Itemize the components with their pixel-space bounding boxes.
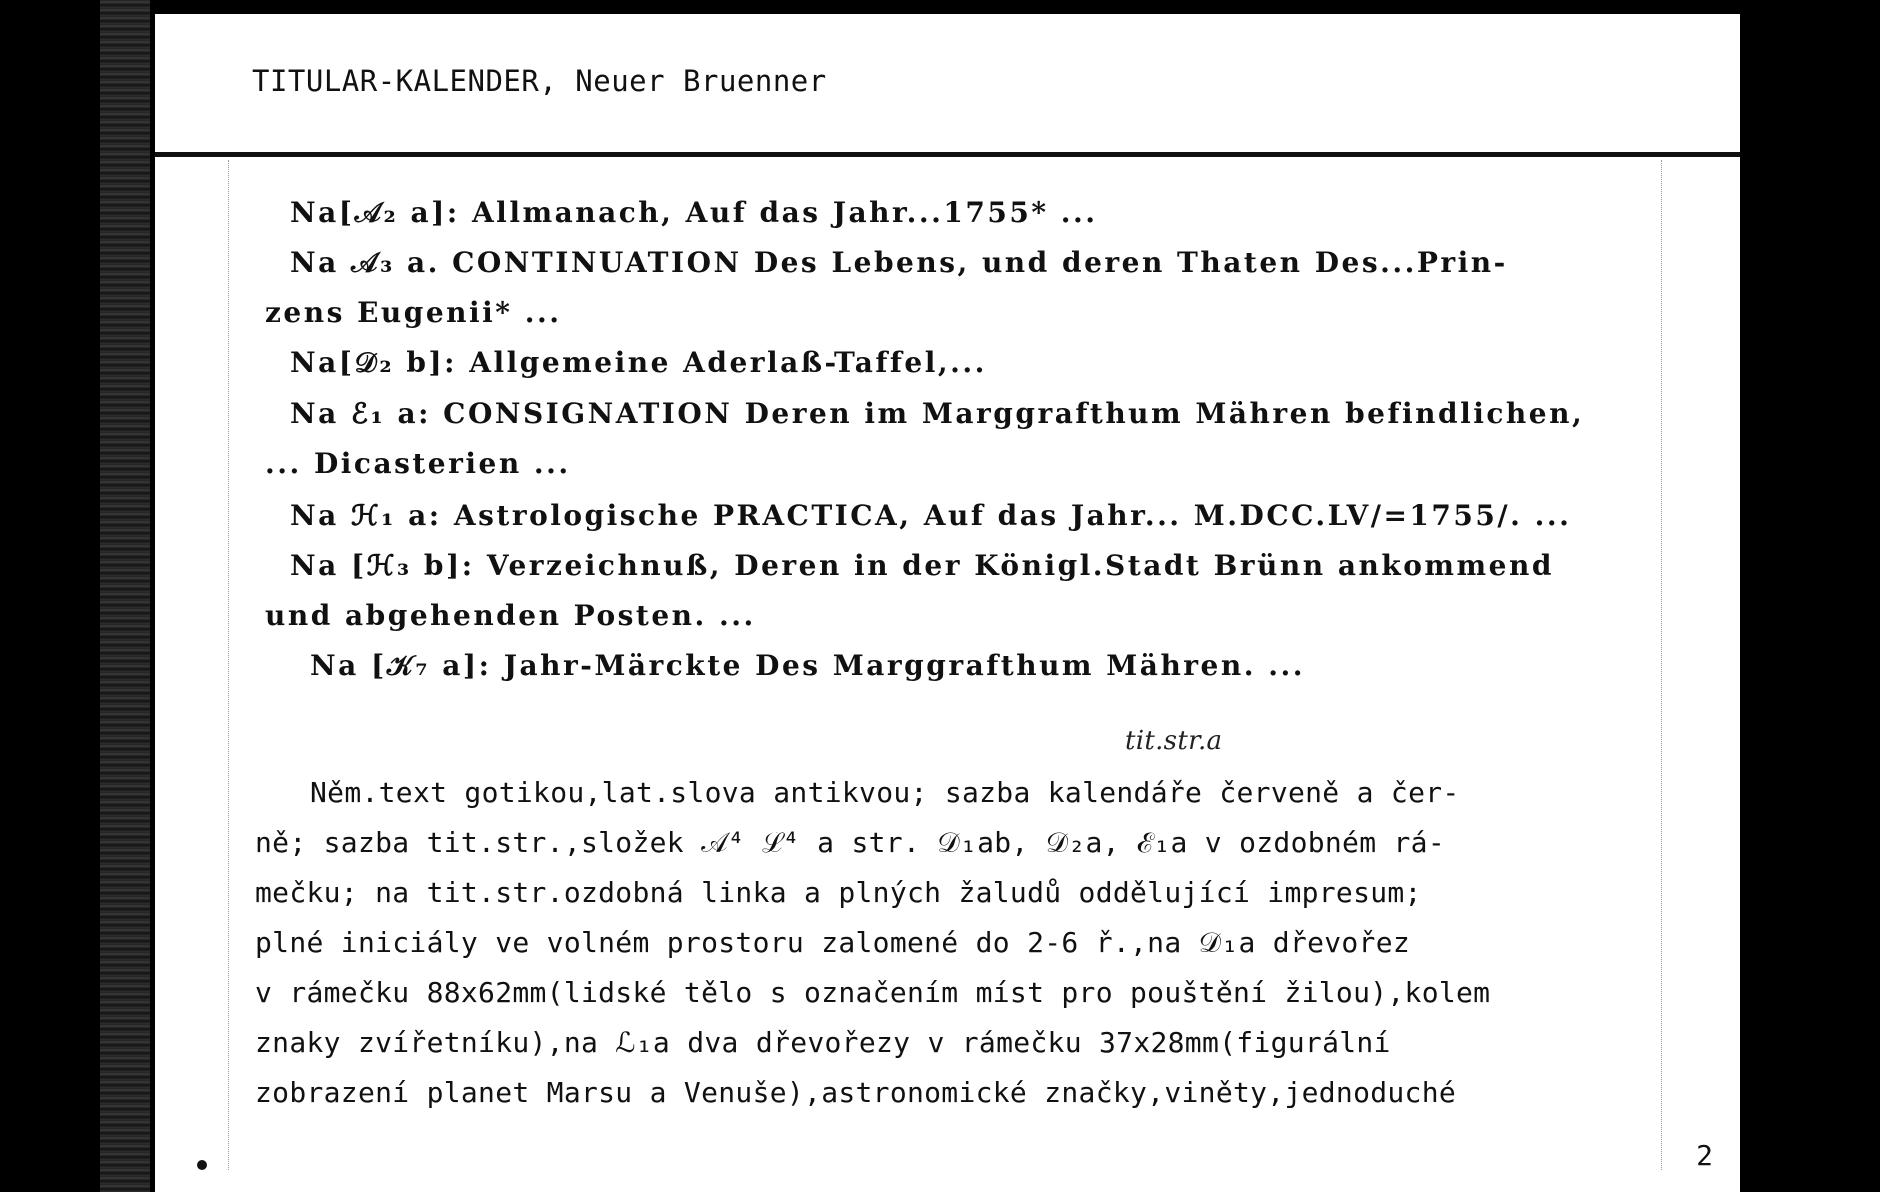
card-header (155, 14, 1740, 157)
entry-line: und abgehenden Posten. ... (265, 599, 756, 632)
page-number: 2 (1696, 1139, 1713, 1172)
punch-hole (197, 1160, 207, 1170)
entry-line: Na[𝒟₂ b]: Allgemeine Aderlaß-Taffel,... (290, 346, 987, 379)
entry-line: Na 𝒜₃ a. CONTINUATION Des Lebens, und deren Thaten Des...Prin- (290, 246, 1508, 279)
description-line: ně; sazba tit.str.,složek 𝒜⁴ ℒ⁴ a str. 𝒟₁ab, 𝒟₂a, ℰ₁a v ozdobném rá- (255, 826, 1445, 859)
card-heading: TITULAR-KALENDER, Neuer Bruenner (252, 64, 827, 98)
entry-line: Na ℋ₁ a: Astrologische PRACTICA, Auf das Jahr... M.DCC.LV/=1755/. ... (290, 499, 1572, 532)
entry-line: zens Eugenii* ... (265, 296, 562, 329)
description-line: mečku; na tit.str.ozdobná linka a plných žaludů oddělující impresum; (255, 876, 1422, 909)
scan-edge (100, 0, 150, 1192)
description-line: znaky zvířetníku),na ℒ₁a dva dřevořezy v rámečku 37x28mm(figurální (255, 1026, 1391, 1059)
entry-line: Na [𝒦₇ a]: Jahr-Märckte Des Marggrafthum Mähren. ... (310, 649, 1305, 682)
entry-line: ... Dicasterien ... (265, 447, 571, 480)
description-line: zobrazení planet Marsu a Venuše),astronomické značky,viněty,jednoduché (255, 1076, 1457, 1109)
catalog-card (155, 14, 1740, 1192)
description-line: Něm.text gotikou,lat.slova antikvou; sazba kalendáře červeně a čer- (310, 776, 1460, 809)
description-line: plné iniciály ve volném prostoru zalomené do 2-6 ř.,na 𝒟₁a dřevořez (255, 926, 1411, 959)
handwritten-insert: tit.str.a (1125, 726, 1223, 756)
entry-line: Na[𝒜₂ a]: Allmanach, Auf das Jahr...1755* ... (290, 196, 1098, 229)
description-line: v rámečku 88x62mm(lidské tělo s označením míst pro pouštění žilou),kolem (255, 976, 1491, 1009)
entry-line: Na [ℋ₃ b]: Verzeichnuß, Deren in der Königl.Stadt Brünn ankommend (290, 549, 1554, 582)
entry-line: Na ℰ₁ a: CONSIGNATION Deren im Marggrafthum Mähren befindlichen, (290, 397, 1585, 430)
